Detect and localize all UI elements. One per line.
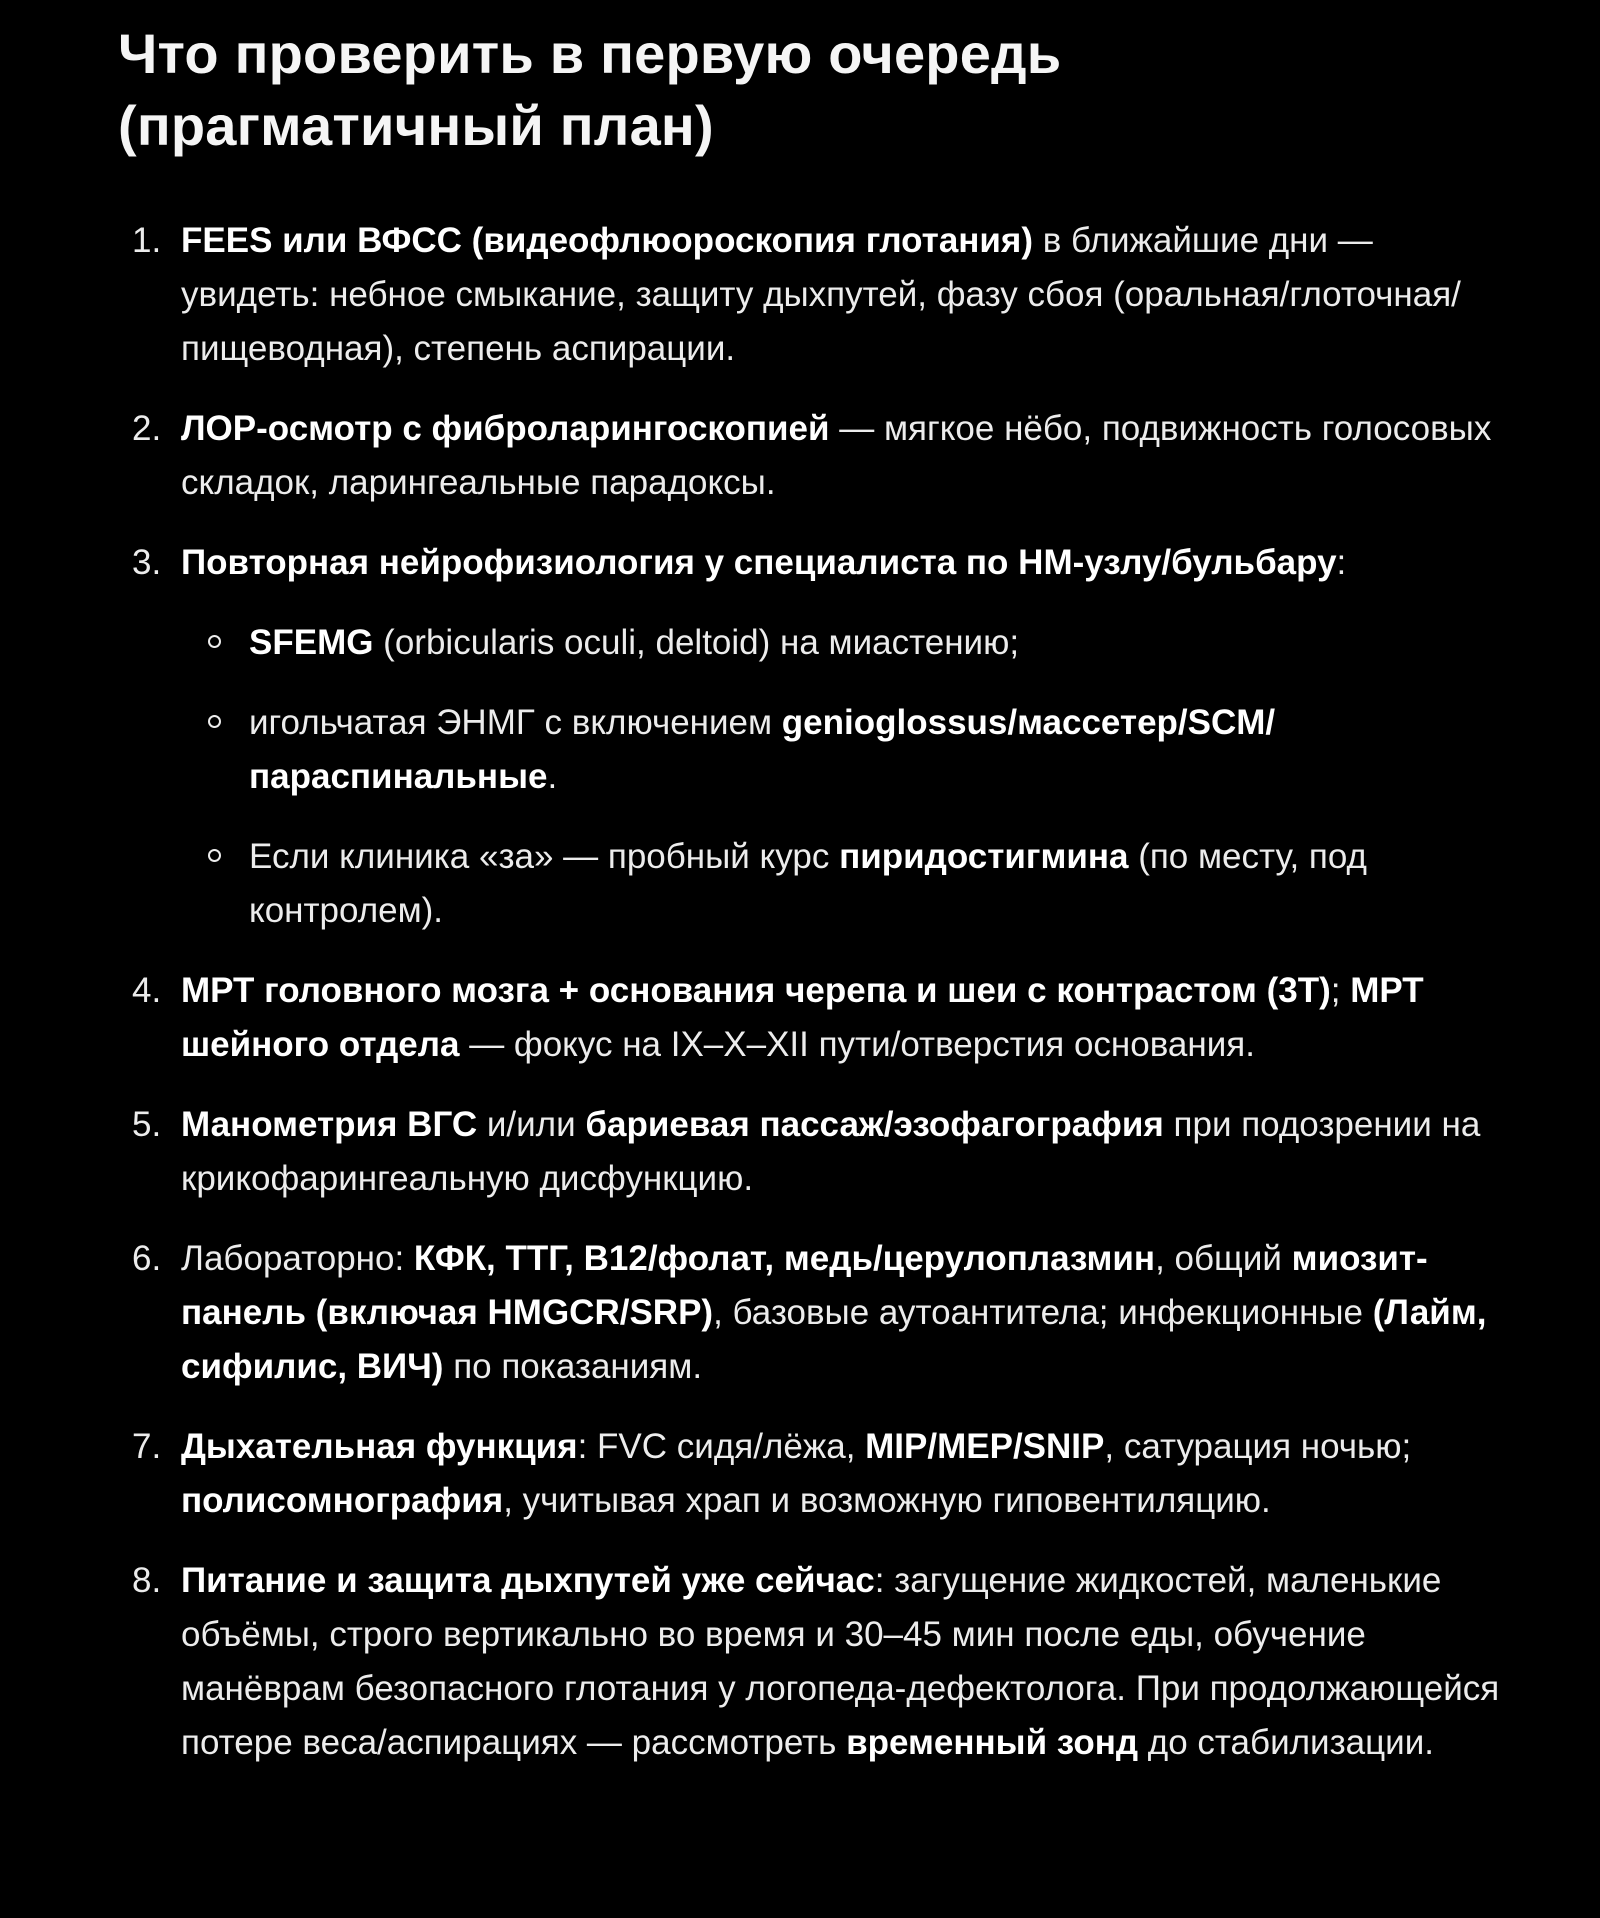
bold-text: genioglossus/массетер/SCM/параспинальные <box>249 703 1276 796</box>
text-run: — мягкое нёбо, подвижность голосовых складок, ларингеальные парадоксы. <box>181 409 1492 502</box>
sub-list-item-text <box>249 696 1500 804</box>
bold-text: FEES или ВФСС (видеофлюороскопия глотания) <box>181 221 1034 260</box>
list-item <box>118 402 1500 510</box>
list-item-text <box>181 536 1500 590</box>
list-item <box>118 1420 1500 1528</box>
bold-text: пиридостигмина <box>839 837 1129 876</box>
text-run: : загущение жидкостей, маленькие объёмы, строго вертикально во время и 30–45 мин после еды, обучение манёврам безопасного глотания у логопеда-дефектолога. При продолжающейся потере веса/аспирациях — рассмотреть <box>181 1561 1500 1762</box>
circle-bullet-icon <box>208 715 221 728</box>
list-item-text <box>181 214 1500 376</box>
bold-text: Дыхательная функция <box>181 1427 578 1466</box>
list-item-number: 7. <box>132 1427 162 1466</box>
list-item <box>118 1232 1500 1394</box>
list-item-number: 4. <box>132 971 162 1010</box>
text-run: : <box>1336 543 1347 582</box>
bold-text: бариевая пассаж/эзофагография <box>585 1105 1164 1144</box>
bold-text: Манометрия ВГС <box>181 1105 478 1144</box>
text-run: и/или <box>477 1105 586 1144</box>
text-run: ; <box>1330 971 1351 1010</box>
list-item-text <box>181 964 1500 1072</box>
list-item-text <box>181 1420 1500 1528</box>
bold-text: Питание и защита дыхпутей уже сейчас <box>181 1561 875 1600</box>
list-item <box>118 536 1500 938</box>
list-item-text <box>181 1098 1500 1206</box>
list-item-text <box>181 1232 1500 1394</box>
list-item-number: 8. <box>132 1561 162 1600</box>
bold-text: полисомнография <box>181 1481 504 1520</box>
text-run: . <box>547 757 558 796</box>
circle-bullet-icon <box>208 849 221 862</box>
numbered-list <box>118 214 1500 1770</box>
bold-text: SFEMG <box>249 623 374 662</box>
bold-text: КФК, ТТГ, B12/фолат, медь/церулоплазмин <box>413 1239 1156 1278</box>
text-run: Если клиника «за» — пробный курс <box>249 837 840 876</box>
list-item-number: 3. <box>132 543 162 582</box>
text-run: до стабилизации. <box>1138 1723 1434 1762</box>
list-item-text <box>181 1554 1500 1770</box>
list-item <box>118 964 1500 1072</box>
text-run: (orbicularis oculi, deltoid) на миастению; <box>373 623 1020 662</box>
bold-text: временный зонд <box>846 1723 1139 1762</box>
page-title: Что проверить в первую очередь (прагматичный план) <box>118 22 1062 157</box>
list-item <box>118 1098 1500 1206</box>
bold-text: Повторная нейрофизиология у специалиста по НМ-узлу/бульбару <box>181 543 1337 582</box>
bold-text: МРТ шейного отдела <box>181 971 1424 1064</box>
sub-list <box>181 616 1500 938</box>
bold-text: (Лайм, сифилис, ВИЧ) <box>181 1293 1487 1386</box>
text-run: (по месту, под контролем). <box>249 837 1367 930</box>
list-item-number: 2. <box>132 409 162 448</box>
sub-list-item <box>181 830 1500 938</box>
text-run: , базовые аутоантитела; инфекционные <box>713 1293 1373 1332</box>
text-run: , учитывая храп и возможную гиповентиляцию. <box>503 1481 1271 1520</box>
text-run: , общий <box>1155 1239 1292 1278</box>
text-run: , сатурация ночью; <box>1104 1427 1412 1466</box>
list-item-number: 6. <box>132 1239 162 1278</box>
list-item <box>118 214 1500 376</box>
sub-list-item-text <box>249 616 1500 670</box>
text-run: : FVC сидя/лёжа, <box>577 1427 866 1466</box>
list-item-text <box>181 402 1500 510</box>
list-item <box>118 1554 1500 1770</box>
bold-text: ЛОР-осмотр с фиброларингоскопией <box>181 409 830 448</box>
list-item-number: 1. <box>132 221 162 260</box>
text-run: по показаниям. <box>443 1347 703 1386</box>
text-run: в ближайшие дни — увидеть: небное смыкание, защиту дыхпутей, фазу сбоя (оральная/глоточная/пищеводная), степень аспирации. <box>181 221 1461 368</box>
text-run: Лабораторно: <box>181 1239 414 1278</box>
bold-text: миозит-панель (включая HMGCR/SRP) <box>181 1239 1428 1332</box>
text-run: игольчатая ЭНМГ с включением <box>249 703 782 742</box>
text-run: при подозрении на крикофарингеальную дисфункцию. <box>181 1105 1481 1198</box>
sub-list-item <box>181 616 1500 670</box>
sub-list-item-text <box>249 830 1500 938</box>
bold-text: МРТ головного мозга + основания черепа и шеи с контрастом (3Т) <box>181 971 1331 1010</box>
sub-list-item <box>181 696 1500 804</box>
bold-text: MIP/MEP/SNIP <box>865 1427 1105 1466</box>
list-item-number: 5. <box>132 1105 162 1144</box>
text-run: — фокус на IX–X–XII пути/отверстия основания. <box>459 1025 1255 1064</box>
circle-bullet-icon <box>208 635 221 648</box>
